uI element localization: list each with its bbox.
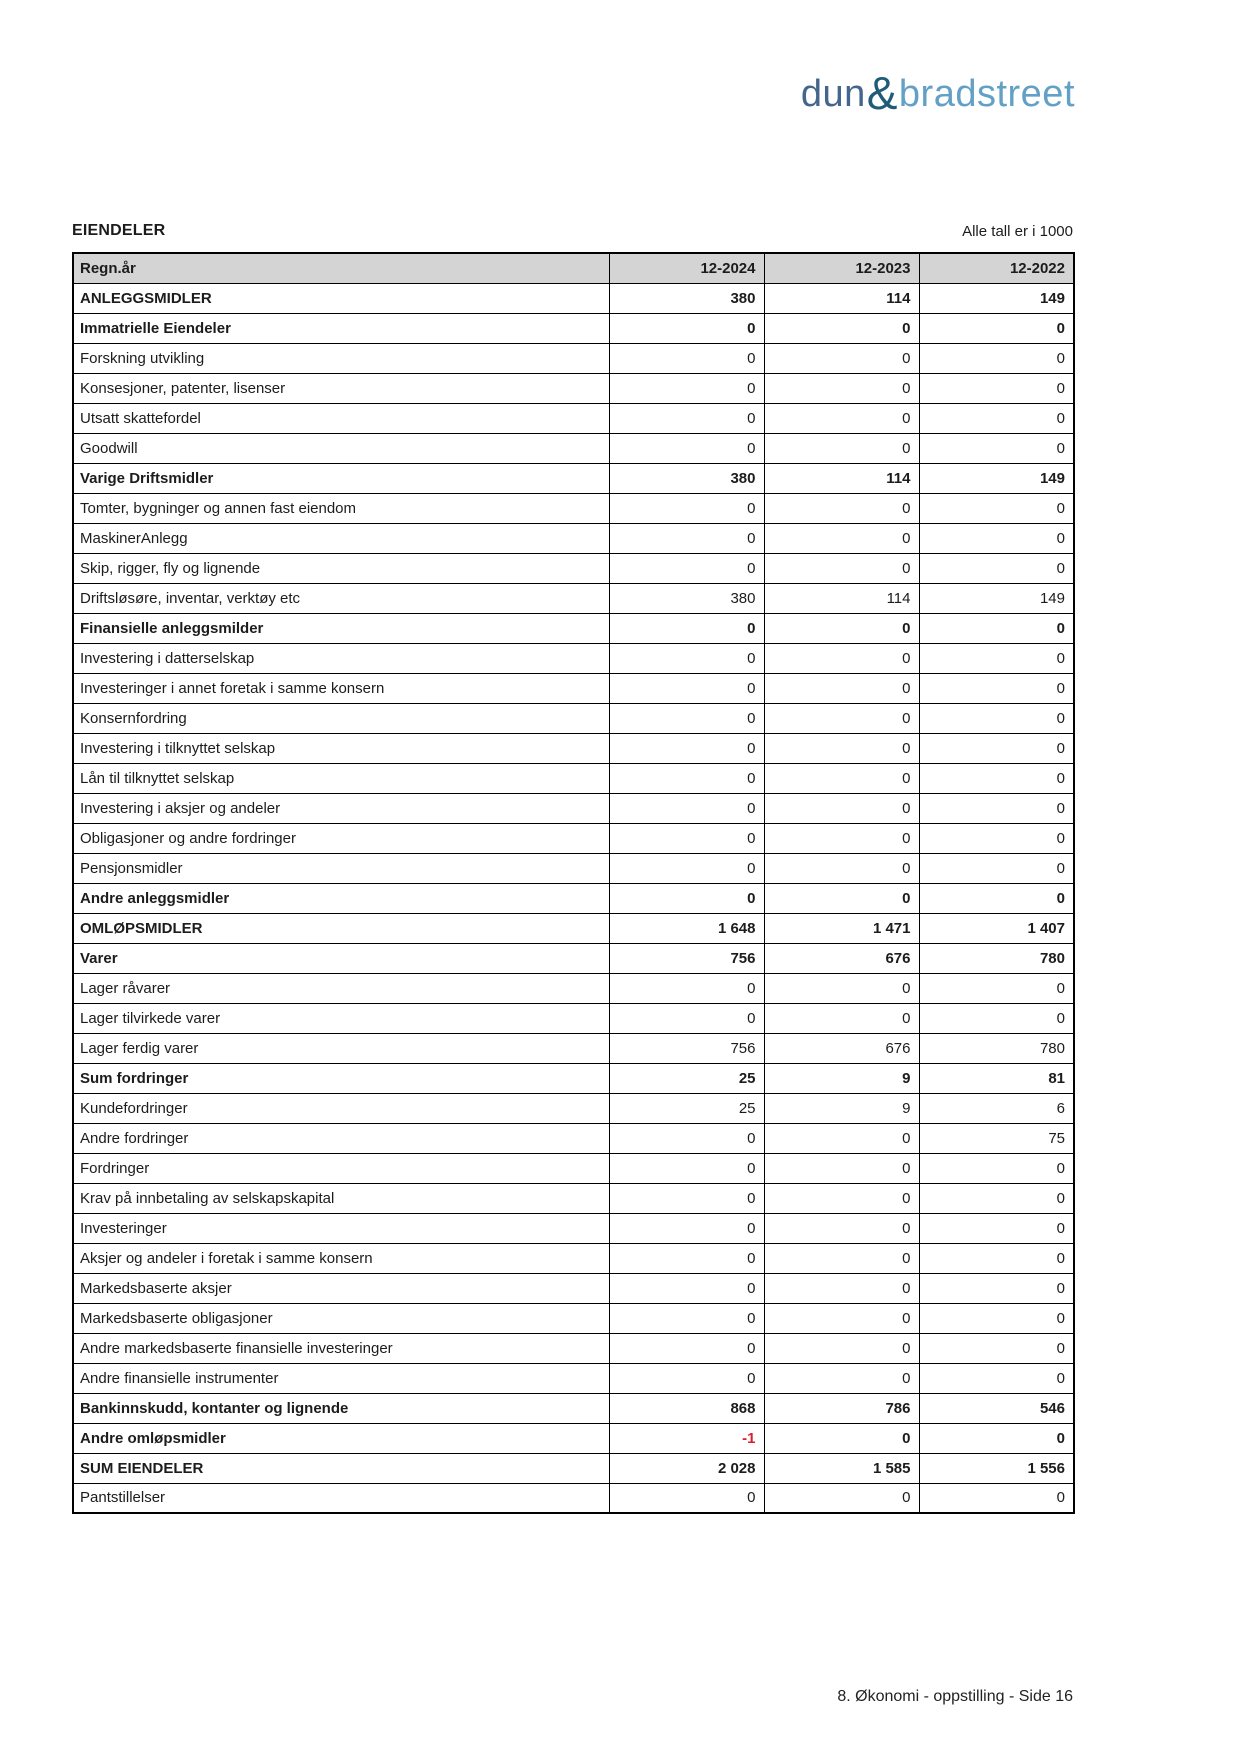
cell-value: 1 556 <box>919 1453 1074 1483</box>
row-label: Andre finansielle instrumenter <box>73 1363 609 1393</box>
table-row <box>73 1303 1074 1333</box>
section-title: EIENDELER <box>72 222 166 239</box>
row-label: Sum fordringer <box>73 1063 609 1093</box>
cell-value: 0 <box>919 1183 1074 1213</box>
cell-value: 81 <box>919 1063 1074 1093</box>
cell-value: 0 <box>609 643 764 673</box>
table-row <box>73 883 1074 913</box>
cell-value: -1 <box>609 1423 764 1453</box>
cell-value: 114 <box>764 283 919 313</box>
table-row <box>73 463 1074 493</box>
header-year-column: 12-2022 <box>919 253 1074 283</box>
table-header-row <box>73 253 1074 283</box>
row-label: Investering i aksjer og andeler <box>73 793 609 823</box>
cell-value: 0 <box>764 1363 919 1393</box>
report-content <box>72 222 1073 1514</box>
table-row <box>73 523 1074 553</box>
table-row <box>73 493 1074 523</box>
row-label: Lager ferdig varer <box>73 1033 609 1063</box>
cell-value: 0 <box>764 1243 919 1273</box>
table-row <box>73 313 1074 343</box>
cell-value: 0 <box>919 1423 1074 1453</box>
cell-value: 0 <box>609 1153 764 1183</box>
cell-value: 0 <box>609 673 764 703</box>
cell-value: 0 <box>609 1213 764 1243</box>
cell-value: 0 <box>609 403 764 433</box>
cell-value: 0 <box>919 373 1074 403</box>
cell-value: 25 <box>609 1093 764 1123</box>
cell-value: 0 <box>609 1273 764 1303</box>
table-row <box>73 1243 1074 1273</box>
cell-value: 786 <box>764 1393 919 1423</box>
cell-value: 0 <box>919 1363 1074 1393</box>
table-row <box>73 433 1074 463</box>
table-row <box>73 673 1074 703</box>
cell-value: 756 <box>609 1033 764 1063</box>
cell-value: 0 <box>764 493 919 523</box>
cell-value: 0 <box>764 673 919 703</box>
row-label: Immatrielle Eiendeler <box>73 313 609 343</box>
cell-value: 0 <box>609 1003 764 1033</box>
cell-value: 0 <box>764 1303 919 1333</box>
cell-value: 0 <box>609 733 764 763</box>
cell-value: 6 <box>919 1093 1074 1123</box>
row-label: Bankinnskudd, kontanter og lignende <box>73 1393 609 1423</box>
cell-value: 380 <box>609 283 764 313</box>
cell-value: 0 <box>609 703 764 733</box>
cell-value: 114 <box>764 463 919 493</box>
cell-value: 0 <box>764 1183 919 1213</box>
table-title-row <box>72 222 1073 240</box>
row-label: Pantstillelser <box>73 1483 609 1513</box>
cell-value: 0 <box>919 823 1074 853</box>
cell-value: 0 <box>764 1003 919 1033</box>
page-footer: 8. Økonomi - oppstilling - Side 16 <box>837 1688 1073 1705</box>
cell-value: 0 <box>764 613 919 643</box>
cell-value: 546 <box>919 1393 1074 1423</box>
row-label: Utsatt skattefordel <box>73 403 609 433</box>
cell-value: 0 <box>764 703 919 733</box>
table-row <box>73 913 1074 943</box>
cell-value: 0 <box>919 643 1074 673</box>
cell-value: 0 <box>609 523 764 553</box>
cell-value: 0 <box>609 1363 764 1393</box>
header-year-column: 12-2023 <box>764 253 919 283</box>
table-row <box>73 823 1074 853</box>
row-label: MaskinerAnlegg <box>73 523 609 553</box>
row-label: Lager råvarer <box>73 973 609 1003</box>
row-label: Andre anleggsmidler <box>73 883 609 913</box>
cell-value: 1 471 <box>764 913 919 943</box>
cell-value: 1 585 <box>764 1453 919 1483</box>
cell-value: 0 <box>919 673 1074 703</box>
cell-value: 0 <box>764 1483 919 1513</box>
logo-ampersand-icon: & <box>866 67 898 119</box>
row-label: Andre omløpsmidler <box>73 1423 609 1453</box>
cell-value: 676 <box>764 943 919 973</box>
row-label: Investering i datterselskap <box>73 643 609 673</box>
row-label: Investeringer i annet foretak i samme konsern <box>73 673 609 703</box>
cell-value: 0 <box>609 553 764 583</box>
cell-value: 0 <box>609 613 764 643</box>
cell-value: 0 <box>764 1423 919 1453</box>
cell-value: 1 407 <box>919 913 1074 943</box>
table-row <box>73 1093 1074 1123</box>
table-row <box>73 853 1074 883</box>
cell-value: 0 <box>609 793 764 823</box>
cell-value: 0 <box>919 763 1074 793</box>
cell-value: 0 <box>919 1273 1074 1303</box>
cell-value: 149 <box>919 583 1074 613</box>
cell-value: 0 <box>919 883 1074 913</box>
cell-value: 0 <box>764 403 919 433</box>
cell-value: 0 <box>919 703 1074 733</box>
row-label: Kundefordringer <box>73 1093 609 1123</box>
row-label: Obligasjoner og andre fordringer <box>73 823 609 853</box>
cell-value: 0 <box>609 763 764 793</box>
cell-value: 0 <box>919 1303 1074 1333</box>
cell-value: 0 <box>919 493 1074 523</box>
row-label: Investeringer <box>73 1213 609 1243</box>
cell-value: 9 <box>764 1063 919 1093</box>
row-label: Andre markedsbaserte finansielle investeringer <box>73 1333 609 1363</box>
table-row <box>73 1333 1074 1363</box>
cell-value: 0 <box>609 853 764 883</box>
cell-value: 380 <box>609 463 764 493</box>
cell-value: 0 <box>919 553 1074 583</box>
cell-value: 0 <box>609 883 764 913</box>
cell-value: 0 <box>764 433 919 463</box>
row-label: Finansielle anleggsmilder <box>73 613 609 643</box>
table-row <box>73 1063 1074 1093</box>
table-row <box>73 343 1074 373</box>
cell-value: 0 <box>919 313 1074 343</box>
cell-value: 1 648 <box>609 913 764 943</box>
cell-value: 0 <box>764 973 919 1003</box>
cell-value: 780 <box>919 1033 1074 1063</box>
cell-value: 0 <box>609 1303 764 1333</box>
table-row <box>73 643 1074 673</box>
cell-value: 0 <box>764 853 919 883</box>
cell-value: 0 <box>764 733 919 763</box>
table-row <box>73 1033 1074 1063</box>
row-label: Lager tilvirkede varer <box>73 1003 609 1033</box>
table-row <box>73 1153 1074 1183</box>
row-label: Pensjonsmidler <box>73 853 609 883</box>
cell-value: 380 <box>609 583 764 613</box>
row-label: Investering i tilknyttet selskap <box>73 733 609 763</box>
cell-value: 0 <box>609 493 764 523</box>
table-row <box>73 703 1074 733</box>
dun-bradstreet-logo <box>800 67 1075 119</box>
row-label: Markedsbaserte aksjer <box>73 1273 609 1303</box>
table-row <box>73 613 1074 643</box>
cell-value: 0 <box>919 1003 1074 1033</box>
row-label: Andre fordringer <box>73 1123 609 1153</box>
row-label: Driftsløsøre, inventar, verktøy etc <box>73 583 609 613</box>
row-label: Fordringer <box>73 1153 609 1183</box>
cell-value: 0 <box>919 523 1074 553</box>
cell-value: 25 <box>609 1063 764 1093</box>
table-row <box>73 763 1074 793</box>
cell-value: 0 <box>919 1153 1074 1183</box>
cell-value: 0 <box>919 433 1074 463</box>
cell-value: 0 <box>609 1243 764 1273</box>
cell-value: 0 <box>764 793 919 823</box>
row-label: SUM EIENDELER <box>73 1453 609 1483</box>
table-row <box>73 403 1074 433</box>
row-label: OMLØPSMIDLER <box>73 913 609 943</box>
cell-value: 0 <box>609 433 764 463</box>
row-label: Goodwill <box>73 433 609 463</box>
cell-value: 0 <box>609 313 764 343</box>
cell-value: 0 <box>764 1333 919 1363</box>
cell-value: 0 <box>764 1123 919 1153</box>
table-row <box>73 583 1074 613</box>
row-label: Konsesjoner, patenter, lisenser <box>73 373 609 403</box>
table-row <box>73 1423 1074 1453</box>
table-row <box>73 1213 1074 1243</box>
cell-value: 0 <box>609 1123 764 1153</box>
table-row <box>73 1183 1074 1213</box>
cell-value: 0 <box>764 1213 919 1243</box>
cell-value: 0 <box>919 403 1074 433</box>
table-row <box>73 973 1074 1003</box>
cell-value: 0 <box>919 973 1074 1003</box>
cell-value: 9 <box>764 1093 919 1123</box>
table-row <box>73 1483 1074 1513</box>
cell-value: 0 <box>919 733 1074 763</box>
table-row <box>73 1393 1074 1423</box>
table-row <box>73 373 1074 403</box>
cell-value: 0 <box>764 883 919 913</box>
cell-value: 0 <box>919 343 1074 373</box>
row-label: Krav på innbetaling av selskapskapital <box>73 1183 609 1213</box>
table-row <box>73 1003 1074 1033</box>
cell-value: 0 <box>919 613 1074 643</box>
cell-value: 0 <box>609 823 764 853</box>
assets-table <box>72 252 1075 1514</box>
cell-value: 0 <box>919 1333 1074 1363</box>
cell-value: 676 <box>764 1033 919 1063</box>
cell-value: 0 <box>919 853 1074 883</box>
table-row <box>73 553 1074 583</box>
row-label: Aksjer og andeler i foretak i samme konsern <box>73 1243 609 1273</box>
cell-value: 0 <box>764 373 919 403</box>
cell-value: 0 <box>764 1273 919 1303</box>
cell-value: 0 <box>764 553 919 583</box>
row-label: ANLEGGSMIDLER <box>73 283 609 313</box>
cell-value: 2 028 <box>609 1453 764 1483</box>
header-year-column: 12-2024 <box>609 253 764 283</box>
cell-value: 0 <box>919 793 1074 823</box>
cell-value: 0 <box>609 343 764 373</box>
cell-value: 756 <box>609 943 764 973</box>
table-row <box>73 1123 1074 1153</box>
cell-value: 0 <box>919 1243 1074 1273</box>
logo-text-bradstreet: bradstreet <box>898 73 1075 115</box>
cell-value: 114 <box>764 583 919 613</box>
row-label: Skip, rigger, fly og lignende <box>73 553 609 583</box>
cell-value: 780 <box>919 943 1074 973</box>
table-row <box>73 733 1074 763</box>
cell-value: 0 <box>764 823 919 853</box>
table-row <box>73 793 1074 823</box>
cell-value: 0 <box>764 763 919 793</box>
cell-value: 0 <box>919 1483 1074 1513</box>
cell-value: 0 <box>919 1213 1074 1243</box>
row-label: Tomter, bygninger og annen fast eiendom <box>73 493 609 523</box>
header-regnar: Regn.år <box>73 253 609 283</box>
cell-value: 0 <box>764 313 919 343</box>
table-row <box>73 1363 1074 1393</box>
cell-value: 0 <box>609 373 764 403</box>
cell-value: 0 <box>764 1153 919 1183</box>
cell-value: 0 <box>764 343 919 373</box>
table-row <box>73 283 1074 313</box>
table-row <box>73 1453 1074 1483</box>
cell-value: 149 <box>919 283 1074 313</box>
cell-value: 0 <box>609 1183 764 1213</box>
row-label: Varige Driftsmidler <box>73 463 609 493</box>
row-label: Markedsbaserte obligasjoner <box>73 1303 609 1333</box>
row-label: Konsernfordring <box>73 703 609 733</box>
cell-value: 0 <box>609 1333 764 1363</box>
cell-value: 75 <box>919 1123 1074 1153</box>
logo-text-dun: dun <box>800 73 866 115</box>
cell-value: 0 <box>764 523 919 553</box>
cell-value: 0 <box>764 643 919 673</box>
cell-value: 868 <box>609 1393 764 1423</box>
cell-value: 149 <box>919 463 1074 493</box>
table-row <box>73 943 1074 973</box>
table-row <box>73 1273 1074 1303</box>
row-label: Forskning utvikling <box>73 343 609 373</box>
row-label: Varer <box>73 943 609 973</box>
cell-value: 0 <box>609 1483 764 1513</box>
row-label: Lån til tilknyttet selskap <box>73 763 609 793</box>
cell-value: 0 <box>609 973 764 1003</box>
units-note: Alle tall er i 1000 <box>962 223 1073 240</box>
